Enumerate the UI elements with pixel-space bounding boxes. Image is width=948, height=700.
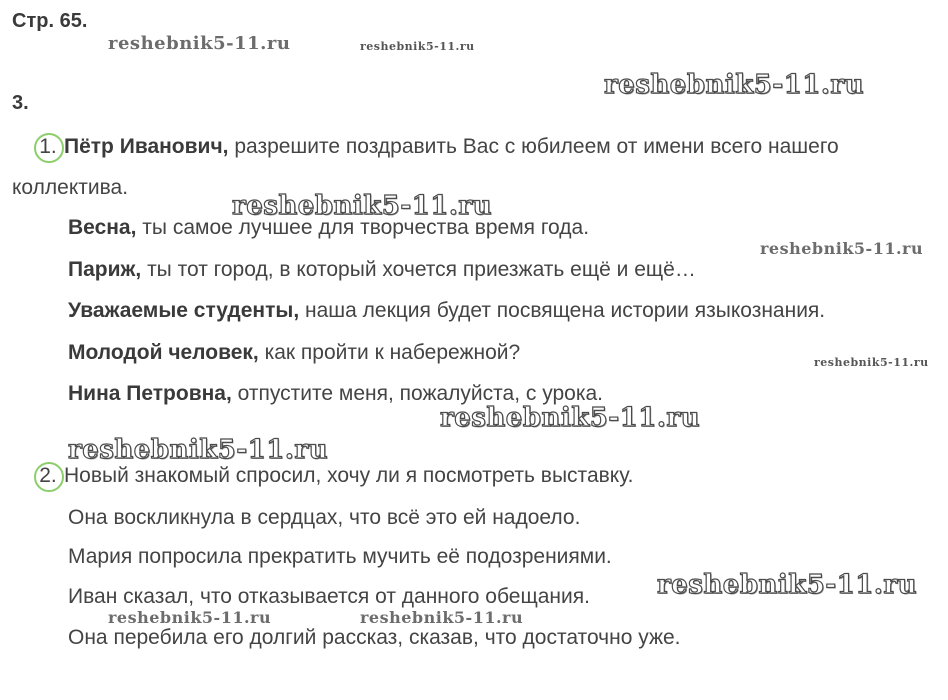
watermark: reshebnik5-11.ru <box>440 403 701 433</box>
task2-line-2 <box>68 506 580 530</box>
task2-text-3: Мария попросила прекратить мучить её подозрениями. <box>68 545 612 568</box>
watermark: reshebnik5-11.ru <box>108 608 272 627</box>
task1-line-4 <box>68 258 696 282</box>
task2-line-1 <box>35 463 633 489</box>
task1-text-4: ты тот город, в который хочется приезжать ещё и ещё… <box>141 258 696 281</box>
task1-text-3: ты самое лучшее для творчества время года. <box>136 216 590 239</box>
watermark: reshebnik5-11.ru <box>760 239 924 258</box>
task1-address-5: Уважаемые студенты, <box>68 299 300 322</box>
task-number: 3. <box>12 92 29 114</box>
watermark: reshebnik5-11.ru <box>657 570 918 600</box>
watermark: reshebnik5-11.ru <box>232 191 493 221</box>
watermark: reshebnik5-11.ru <box>604 70 865 100</box>
task2-text-5: Она перебила его долгий рассказ, сказав, что достаточно уже. <box>68 626 681 649</box>
task1-address-1: Пётр Иванович, <box>64 135 229 158</box>
task1-address-3: Весна, <box>68 216 137 239</box>
task1-text-6: как пройти к набережной? <box>258 341 521 364</box>
watermark: reshebnik5-11.ru <box>360 608 524 627</box>
task2-line-5 <box>68 626 681 650</box>
task1-address-6: Молодой человек, <box>68 341 259 364</box>
task2-text-4: Иван сказал, что отказывается от данного обещания. <box>68 585 590 608</box>
task1-text-1: разрешите поздравить Вас с юбилеем от имени всего нашего <box>228 135 839 158</box>
task1-text-7: отпустите меня, пожалуйста, с урока. <box>231 382 604 405</box>
task1-number-circle: 1. <box>35 134 61 160</box>
task2-line-3 <box>68 545 612 569</box>
task2-line-4 <box>68 585 590 609</box>
task2-text-2: Она воскликнула в сердцах, что всё это ей надоело. <box>68 506 581 529</box>
task1-line-6 <box>68 341 520 365</box>
task1-text-2: коллектива. <box>12 176 129 199</box>
watermark: reshebnik5-11.ru <box>68 435 329 465</box>
task1-line-5 <box>68 299 825 323</box>
task1-line-1 <box>35 134 839 160</box>
task1-line-2 <box>12 176 128 200</box>
task1-address-7: Нина Петровна, <box>68 382 232 405</box>
task2-number-circle: 2. <box>35 463 61 489</box>
watermark: reshebnik5-11.ru <box>108 33 291 54</box>
page-label: Стр. 65. <box>12 10 88 32</box>
task1-text-5: наша лекция будет посвящена истории языкознания. <box>299 299 826 322</box>
watermark: reshebnik5-11.ru <box>360 40 475 53</box>
watermark: reshebnik5-11.ru <box>814 356 929 369</box>
task2-text-1: Новый знакомый спросил, хочу ли я посмотреть выставку. <box>64 464 634 487</box>
task1-address-4: Париж, <box>68 258 142 281</box>
